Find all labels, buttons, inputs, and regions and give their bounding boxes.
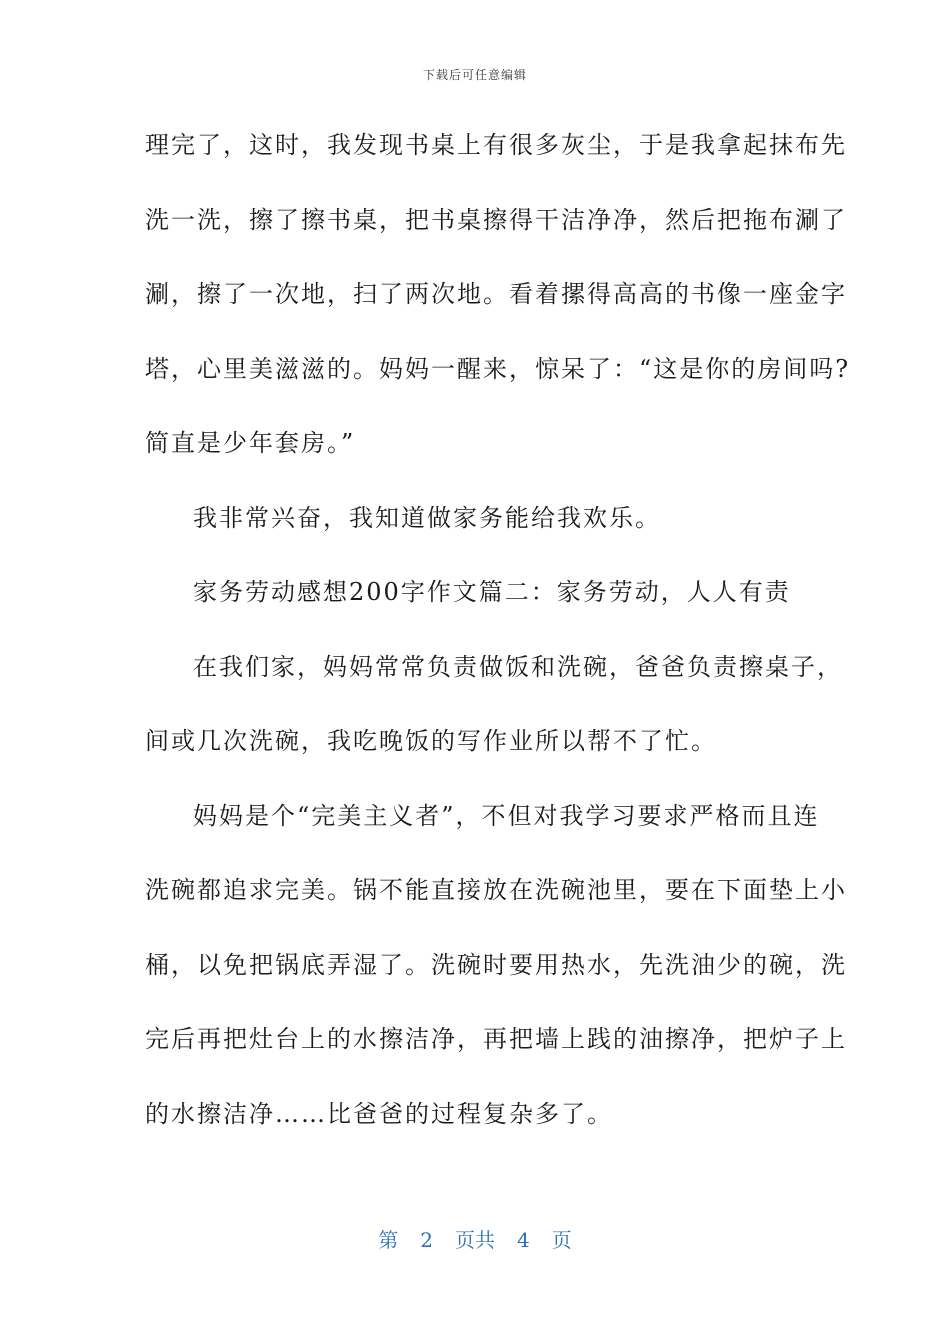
paragraph-line: 桶，以免把锅底弄湿了。洗碗时要用热水，先洗油少的碗，洗	[145, 950, 847, 979]
paragraph-line: 完后再把灶台上的水擦洁净，再把墙上践的油擦净，把炉子上	[145, 1025, 847, 1053]
paragraph-line: 间或几次洗碗，我吃晚饭的写作业所以帮不了忙。	[145, 727, 717, 755]
paragraph-line: 妈妈是个“完美主义者”，不但对我学习要求严格而且连	[193, 801, 820, 830]
paragraph-line: 塔，心里美滋滋的。妈妈一醒来，惊呆了：“这是你的房间吗?	[145, 354, 851, 383]
footer-middle: 页共	[455, 1228, 495, 1252]
paragraph-line: 在我们家，妈妈常常负责做饭和洗碗，爸爸负责擦桌子，	[193, 652, 843, 681]
document-body	[145, 120, 851, 1163]
paragraph-line: 的水擦洁净……比爸爸的过程复杂多了。	[145, 1099, 613, 1128]
footer-total-pages: 4	[517, 1228, 530, 1252]
paragraph-line: 洗碗都追求完美。锅不能直接放在洗碗池里，要在下面垫上小	[145, 876, 847, 904]
paragraph-line: 我非常兴奋，我知道做家务能给我欢乐。	[193, 503, 661, 532]
footer-current-page: 2	[420, 1228, 433, 1252]
section-heading: 家务劳动感想200字作文篇二：家务劳动，人人有责	[193, 578, 791, 606]
paragraph-line: 洗一洗，擦了擦书桌，把书桌擦得干洁净净，然后把拖布涮了	[145, 205, 847, 234]
footer-prefix: 第	[378, 1228, 399, 1252]
page-header-note: 下载后可任意编辑	[422, 68, 527, 82]
paragraph-line: 理完了，这时，我发现书桌上有很多灰尘，于是我拿起抹布先	[145, 131, 847, 159]
footer-suffix: 页	[551, 1228, 572, 1252]
paragraph-line: 简直是少年套房。”	[145, 429, 356, 457]
page-footer	[0, 1224, 950, 1253]
paragraph-line: 涮，擦了一次地，扫了两次地。看着摞得高高的书像一座金字	[145, 280, 847, 308]
